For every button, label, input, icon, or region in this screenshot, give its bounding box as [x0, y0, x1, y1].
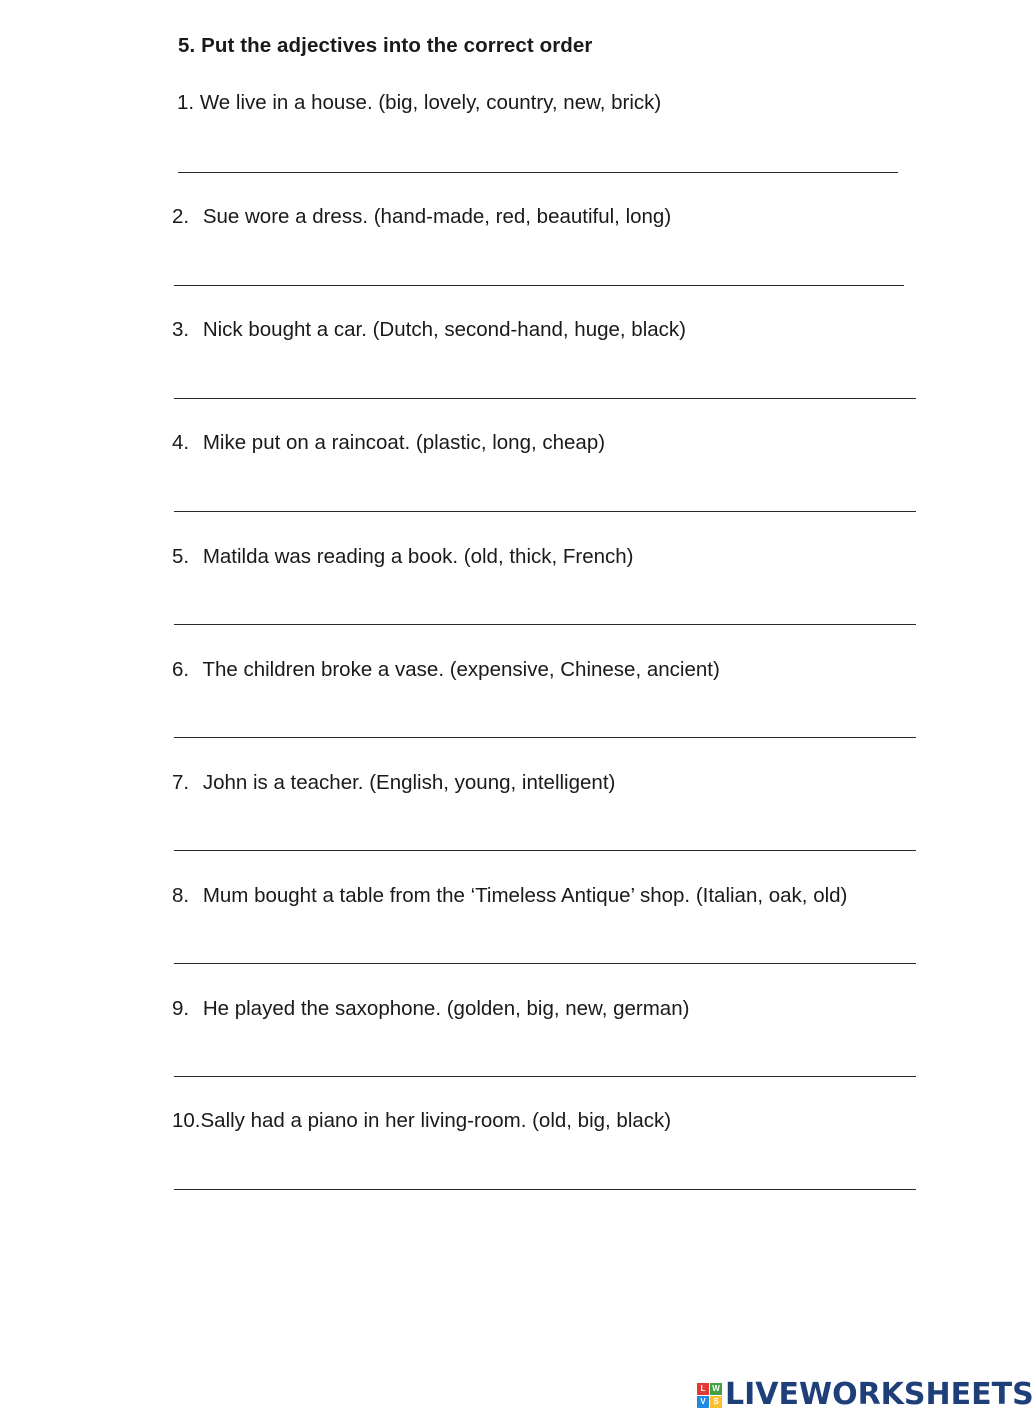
question-number: 8.	[172, 884, 190, 907]
question-10	[172, 1109, 671, 1133]
question-text: We live in a house. (big, lovely, country, new, brick)	[199, 91, 662, 114]
question-text: Mike put on a raincoat. (plastic, long, cheap)	[202, 431, 606, 454]
question-3	[172, 318, 686, 342]
answer-line-5[interactable]	[174, 624, 916, 625]
question-text: Nick bought a car. (Dutch, second-hand, huge, black)	[202, 318, 686, 341]
answer-line-4[interactable]	[174, 511, 916, 512]
question-text: Mum bought a table from the ‘Timeless Antique’ shop. (Italian, oak, old)	[202, 884, 848, 907]
question-text: Sue wore a dress. (hand-made, red, beautiful, long)	[202, 205, 672, 228]
liveworksheets-logo	[697, 1378, 1034, 1412]
question-text: Sally had a piano in her living-room. (old, big, black)	[200, 1109, 672, 1132]
question-number: 5.	[172, 545, 190, 568]
question-4	[172, 431, 605, 455]
answer-line-3[interactable]	[174, 398, 916, 399]
logo-badge-icon: L W V S	[697, 1383, 722, 1408]
question-number: 7.	[172, 771, 190, 794]
answer-line-2[interactable]	[174, 285, 904, 286]
question-number: 6.	[172, 658, 190, 681]
question-number: 9.	[172, 997, 190, 1020]
question-number: 3.	[172, 318, 190, 341]
question-number: 2.	[172, 205, 190, 228]
question-number: 10.	[172, 1109, 201, 1132]
question-number: 4.	[172, 431, 190, 454]
answer-line-1[interactable]	[178, 172, 898, 173]
question-6	[172, 658, 720, 682]
question-1	[177, 91, 661, 115]
question-5	[172, 545, 634, 569]
question-number: 1.	[177, 91, 195, 114]
answer-line-10[interactable]	[174, 1189, 916, 1190]
question-7	[172, 771, 615, 795]
answer-line-7[interactable]	[174, 850, 916, 851]
answer-line-9[interactable]	[174, 1076, 916, 1077]
question-8	[172, 884, 847, 908]
page-title: 5. Put the adjectives into the correct order	[178, 34, 593, 57]
question-2	[172, 205, 671, 229]
question-9	[172, 997, 689, 1021]
question-text: John is a teacher. (English, young, intelligent)	[202, 771, 616, 794]
answer-line-8[interactable]	[174, 963, 916, 964]
question-text: The children broke a vase. (expensive, Chinese, ancient)	[202, 658, 720, 681]
brand-name: LIVEWORKSHEETS	[725, 1377, 1034, 1412]
question-text: He played the saxophone. (golden, big, new, german)	[202, 997, 690, 1020]
answer-line-6[interactable]	[174, 737, 916, 738]
question-text: Matilda was reading a book. (old, thick, French)	[202, 545, 634, 568]
